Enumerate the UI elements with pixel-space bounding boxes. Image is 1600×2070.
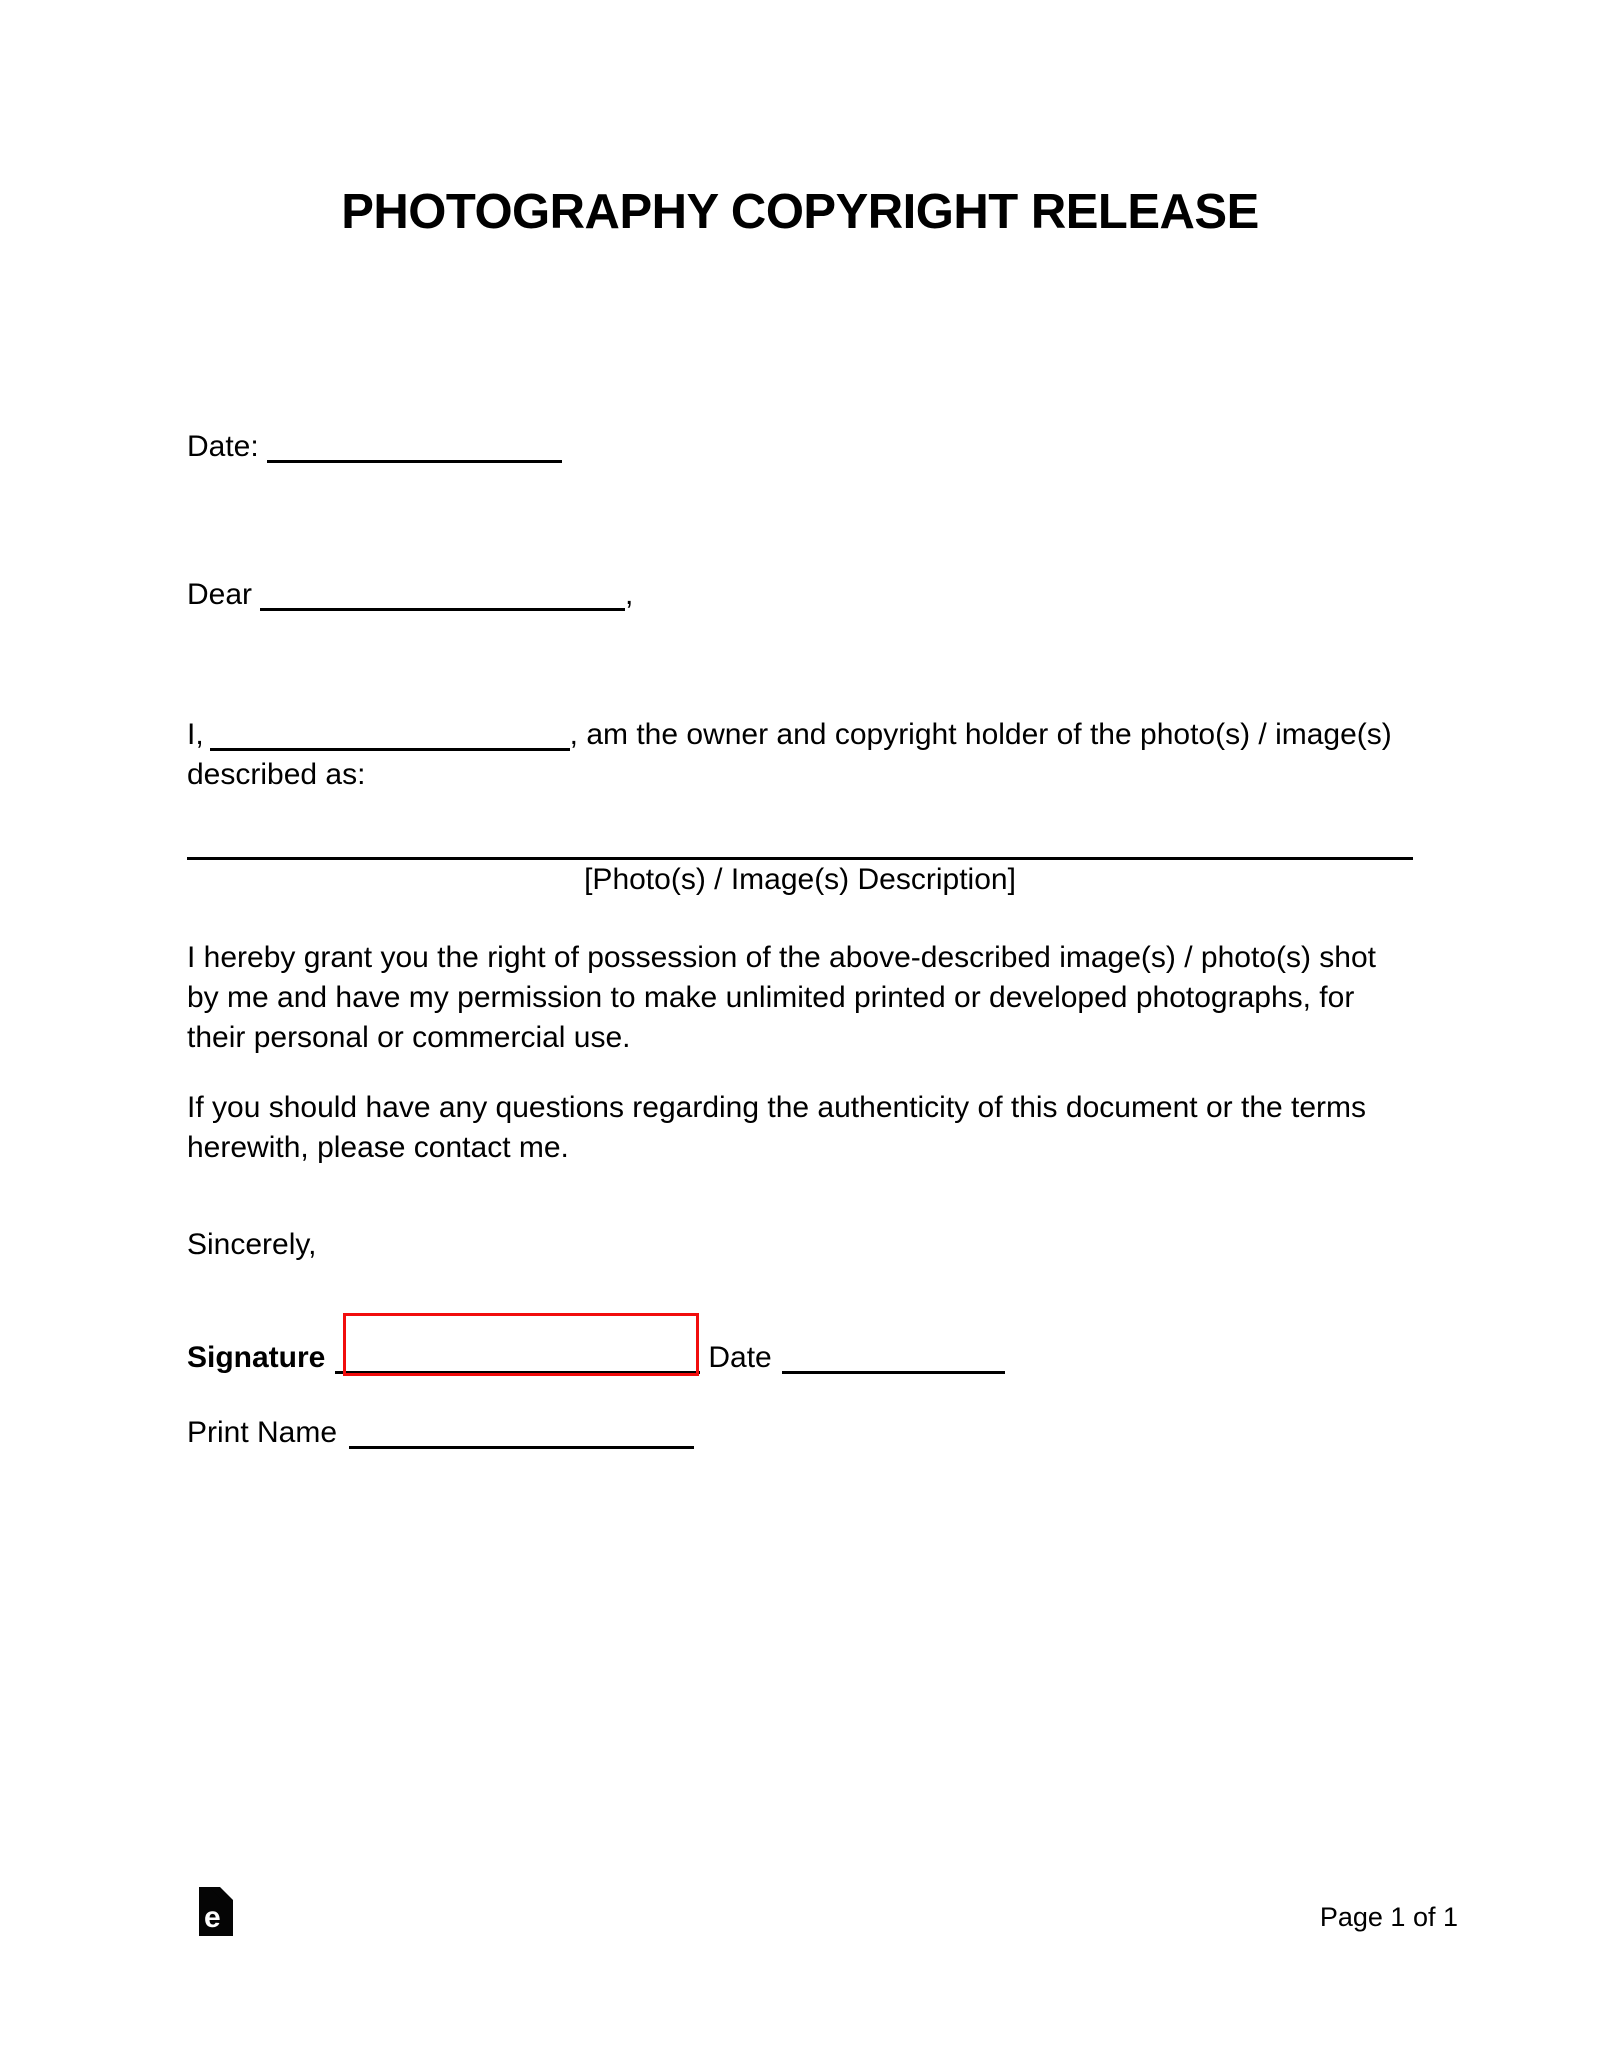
owner-prefix: I,: [187, 718, 204, 751]
print-name-line: [187, 1413, 1413, 1453]
logo-letter: e: [204, 1901, 221, 1934]
signature-date-label: Date: [708, 1341, 772, 1374]
description-caption: [Photo(s) / Image(s) Description]: [584, 863, 1016, 896]
salutation-comma: ,: [625, 578, 634, 611]
description-block: [187, 835, 1413, 900]
salutation-line: [187, 575, 1413, 615]
owner-name-blank: [210, 718, 570, 751]
owner-suffix: , am the owner and copyright holder of the photo(s) / image(s) described as:: [187, 718, 1392, 791]
signature-blank: [335, 1341, 700, 1374]
grant-paragraph: I hereby grant you the right of possession of the above-described image(s) / photo(s) shot by me and have my permission to make unlimited printed or developed photographs, for their personal or commercial use.: [187, 941, 1376, 1054]
eforms-document-logo-icon: [199, 1887, 233, 1936]
owner-paragraph: [187, 715, 1413, 795]
print-name-blank: [349, 1416, 694, 1449]
document-title: PHOTOGRAPHY COPYRIGHT RELEASE: [341, 185, 1259, 239]
date-blank: [267, 430, 562, 463]
page-fold-flap-icon: [211, 1889, 222, 1900]
date-line: [187, 427, 1413, 467]
signature-label: Signature: [187, 1341, 326, 1374]
signature-date-blank: [782, 1341, 1005, 1374]
closing-line: Sincerely,: [187, 1228, 317, 1261]
date-label: Date:: [187, 430, 259, 463]
signature-line: [187, 1338, 1413, 1378]
page-indicator: Page 1 of 1: [1319, 1902, 1458, 1932]
signature-field-box[interactable]: [343, 1313, 699, 1376]
print-name-label: Print Name: [187, 1416, 338, 1449]
salutation-blank: [260, 578, 625, 611]
description-blank-line: [187, 835, 1413, 860]
questions-paragraph: If you should have any questions regarding the authenticity of this document or the terms herewith, please contact me.: [187, 1091, 1367, 1164]
salutation-label: Dear: [187, 578, 253, 611]
document-content: [187, 0, 1413, 1453]
